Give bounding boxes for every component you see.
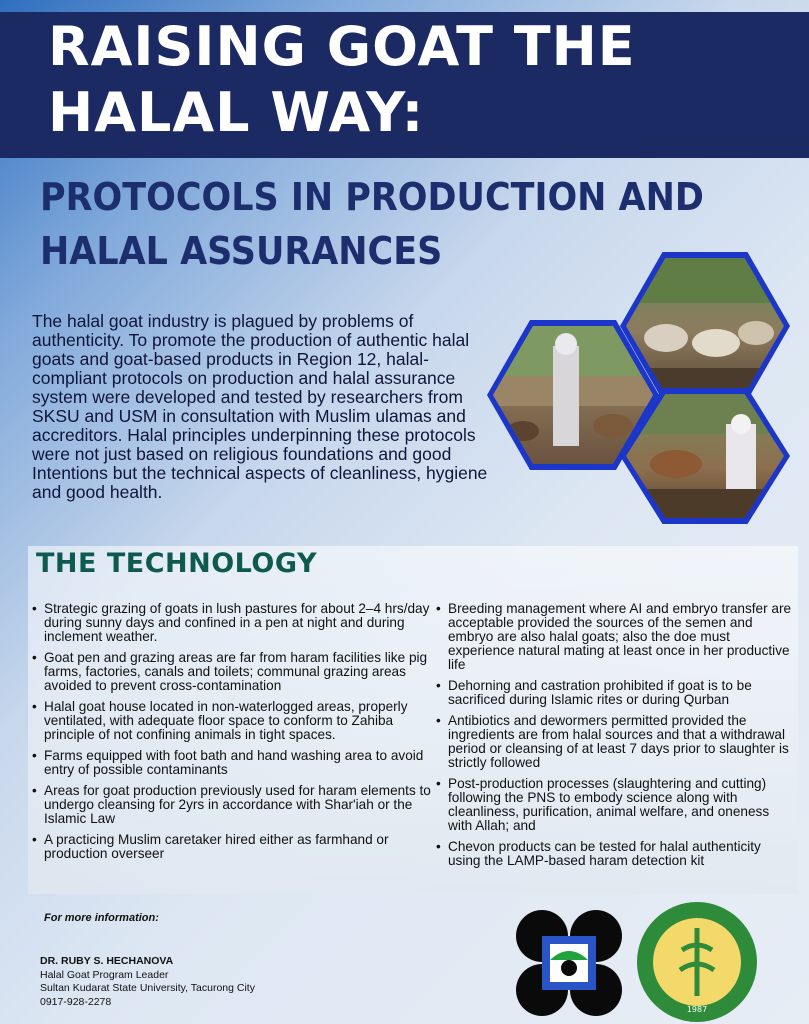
feeding-photo [626,394,784,518]
list-item: • Goat pen and grazing areas are far from haram facilities like pig farms, factories, canals and toilets; communal grazing areas avoided to prevent cross-contamination [32,651,432,693]
list-item: • Breeding management where AI and embryo transfer are acceptable provided the sources of the semen and embryo are also halal goats; also the doe must experience natural mating at least once in her productive life [436,602,796,672]
contact-role: Halal Goat Program Leader [40,968,169,981]
list-item: • Halal goat house located in non-waterlogged areas, properly ventilated, with adequate floor space to conform to Zahiba principle of not confining animals in tight spaces. [32,700,432,742]
contact-name: DR. RUBY S. HECHANOVA [40,955,174,967]
page-title: RAISING GOAT THE HALAL WAY: [48,15,636,144]
list-item: • Strategic grazing of goats in lush pastures for about 2–4 hrs/day during sunny days and confined in a pen at night and during inclement weather. [32,602,432,644]
page-subtitle: PROTOCOLS IN PRODUCTION AND HALAL ASSURANCES [40,175,704,273]
technology-list-right [436,602,796,875]
list-item: • Post-production processes (slaughtering and cutting) following the PNS to embody science along with cleanliness, purification, animal welfare, and oneness with Allah; and [436,777,796,833]
list-item: • Chevon products can be tested for halal authenticity using the LAMP-based haram detection kit [436,840,796,868]
goat-pen-photo [626,258,784,394]
technology-heading: THE TECHNOLOGY [36,548,317,579]
more-info-label: For more information: [44,912,159,924]
seal-year: 1987 [686,1005,708,1014]
list-item: • Dehorning and castration prohibited if goat is to be sacrificed during Islamic rites or during Qurban [436,679,796,707]
technology-list-left [32,602,432,868]
contact-block [40,955,255,1009]
list-item: • Areas for goat production previously used for haram elements to undergo cleansing for 2yrs in accordance with Shar'iah or the Islamic Law [32,784,432,826]
dost-logo-icon [512,908,626,1018]
intro-paragraph: The halal goat industry is plagued by problems of authenticity. To promote the production of authentic halal goats and goat-based products in Region 12, halal-compliant protocols on production and halal assurance system were developed and tested by researchers from SKSU and USM in consultation with Muslim ulamas and accreditors. Halal principles underpinning these protocols were not just based on religious foundations and good Intentions but the technical aspects of cleanliness, hygiene and good health. [32,311,488,502]
consortium-seal-icon [632,900,762,1024]
list-item: • A practicing Muslim caretaker hired either as farmhand or production overseer [32,833,432,861]
contact-org: Sultan Kudarat State University, Tacurong City [40,982,255,994]
list-item: • Antibiotics and dewormers permitted provided the ingredients are from halal sources and that a withdrawal period or cleansing of at least 7 days prior to slaughter is strictly followed [436,714,796,770]
contact-phone: 0917-928-2278 [40,995,112,1008]
list-item: • Farms equipped with foot bath and hand washing area to avoid entry of possible contaminants [32,749,432,777]
